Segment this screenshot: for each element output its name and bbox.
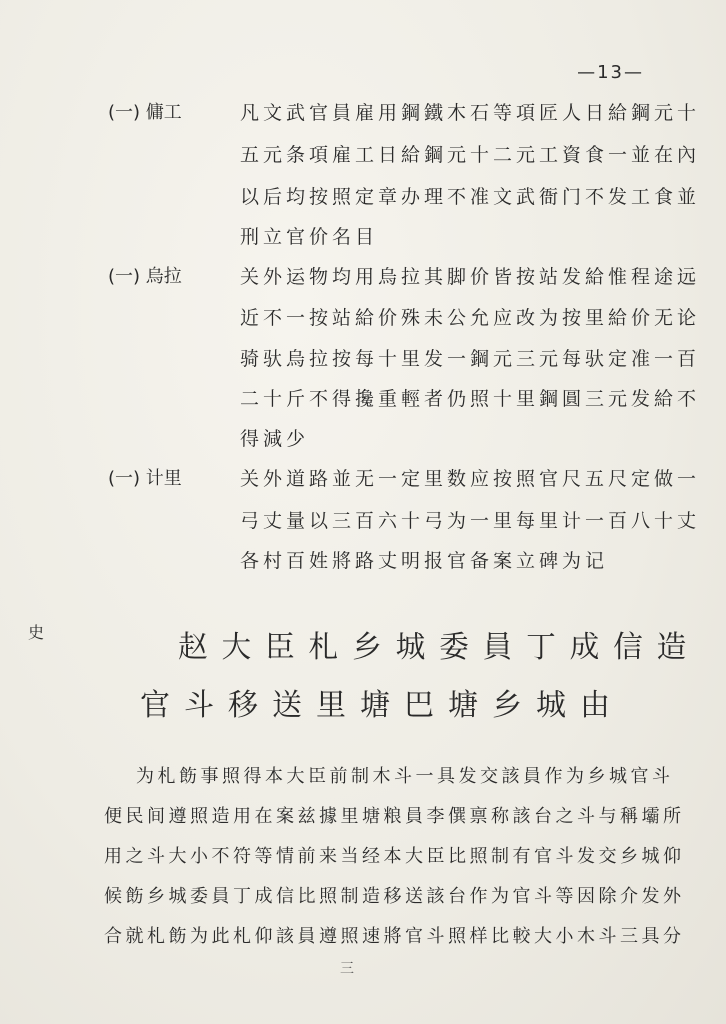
paragraph-line: 用之斗大小不符等情前来当经本大臣比照制有官斗发交乡城仰 (104, 846, 685, 867)
item-text-line: 得減少 (240, 428, 310, 450)
item-label: (一) 傭工 (108, 102, 182, 123)
item-text-line: 关外道路並无一定里数应按照官尺五尺定做一 (240, 468, 701, 490)
item-label: (一) 烏拉 (108, 266, 182, 287)
item-text-line: 五元条項雇工日給鋼元十二元工資食一並在內 (240, 144, 701, 166)
item-text-line: 近不一按站給价殊未公允应改为按里給价无论 (240, 307, 701, 329)
item-text-line: 二十斤不得攙重輕者仍照十里鋼圓三元发給不 (240, 388, 701, 410)
document-title-line: 官斗移送里塘巴塘乡城由 (140, 688, 624, 723)
paragraph-line: 为札飭事照得本大臣前制木斗一具发交該員作为乡城官斗 (136, 766, 674, 787)
page-number: —13— (577, 62, 644, 83)
item-text-line: 弓丈量以三百六十弓为一里每里计一百八十丈 (240, 510, 701, 532)
item-text-line: 凡文武官員雇用鋼鐵木石等項匠人日給鋼元十 (240, 102, 701, 124)
item-text-line: 关外运物均用烏拉其脚价皆按站发給惟程途远 (240, 266, 701, 288)
item-label: (一) 计里 (108, 468, 182, 489)
document-title-line: 赵大臣札乡城委員丁成信造 (178, 630, 701, 665)
item-text-line: 刑立官价名目 (240, 226, 379, 248)
item-text-line: 以后均按照定章办理不准文武衙门不发工食並 (240, 186, 701, 208)
paragraph-line: 合就札飭为此札仰該員遵照速將官斗照样比較大小木斗三具分 (104, 926, 685, 947)
margin-mark: 史 (28, 623, 45, 642)
item-text-line: 骑驮烏拉按每十里发一鋼元三元每驮定准一百 (240, 348, 701, 370)
footer-mark: 三 (340, 961, 354, 977)
paragraph-line: 便民间遵照造用在案兹據里塘粮員李僎禀称該台之斗与稱壩所 (104, 806, 685, 827)
paragraph-line: 候飭乡城委員丁成信比照制造移送該台作为官斗等因除介发外 (104, 886, 685, 907)
item-text-line: 各村百姓將路丈明报官备案立碑为记 (240, 550, 609, 572)
